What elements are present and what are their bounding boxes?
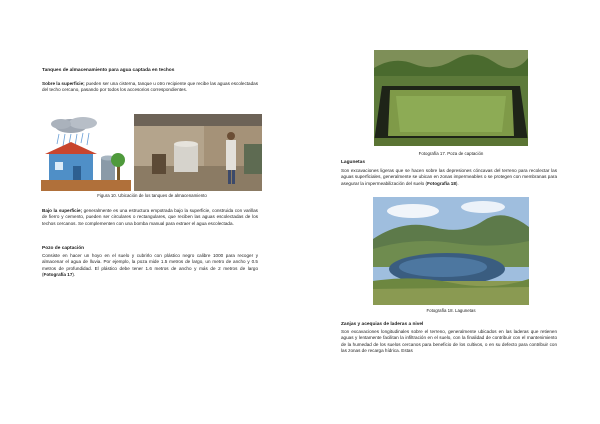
right-page [300,0,600,424]
photo-18-caption: Fotografía 18. Lagunetas [426,308,476,313]
over-surface-paragraph [42,81,258,94]
pond-photo-ref: Fotografía 17 [43,272,73,278]
photo-18-lagunetas [373,197,529,305]
under-surface-term: Bajo la superficie; [42,208,83,213]
over-surface-text: pueden ser una cisterna, tanque u otro recipiente que recibe las aguas escolectadas del techo cercano, pasando por todos los accesorios correspondientes. [42,81,258,93]
under-surface-paragraph [42,208,258,227]
over-surface-term: Sobre la superficie; [42,81,85,86]
lagunetas-paragraph [341,168,557,187]
pond-text: Consiste en hacer un hoyo en el suelo y cubrirlo con plástico negro calibre 1000 para recoger y almacenar el agua de lluvia. Por ejemplo, la poza mide 1.5 metros de largo, un metro de ancho y 0.5 metros de profundidad. El plástico debe tener 1.6 metros de ancho y más de 2 metros de largo ( [42,253,258,278]
lagunetas-text-end: ). [455,180,459,186]
section-title: Tanques de almacenamiento para agua captada en techos [42,68,175,73]
pond-text-end: ). [72,272,76,278]
lagunetas-text: Son excavaciones ligeras que se hacen sobre las depresiones cóncavas del terreno para recolectar las aguas superficiales, generalmente se ubican en zonas impermeables o se protegen con membranas para asegurar la impermeabilización del suelo ( [341,168,557,186]
photo-17-capture-pond [374,50,528,146]
figure-10-caption: Figura 10. Ubicación de los tanques de almacenamiento [97,193,207,198]
pond-title: Pozo de captación [42,246,85,251]
lagunetas-photo-ref: Fotografía 18 [427,180,456,186]
tank-illustration [41,114,131,191]
lagunetas-title: Lagunetas [341,160,365,165]
pond-paragraph [42,253,258,279]
tank-photo [134,114,262,191]
photo-17-caption: Fotografía 17. Poza de captación [418,151,484,156]
zanjas-paragraph: Son excavaciones longitudinales sobre el terreno, generalmente ubicados en las laderas que retienen aguas y lentamente facilitan la infiltración en el suelo, con la finalidad de contribuir con el mantenimiento de la humedad de los suelos cercanos para beneficio de los cultivos, o en su defecto para contribuir con las zonas de recarga hídrica. Estas [341,329,557,354]
zanjas-title: Zanjas y acequias de laderas a nivel [341,322,424,327]
under-surface-text: generalmente es una estructura empotrada bajo la superficie, construida con varillas de fierro y cemento, pueden ser circulares o rectangulares, que reciben las aguas escolectadas de los techos cercanos. Se complementen con una bomba manual para extraer el agua escolectada. [42,208,258,226]
